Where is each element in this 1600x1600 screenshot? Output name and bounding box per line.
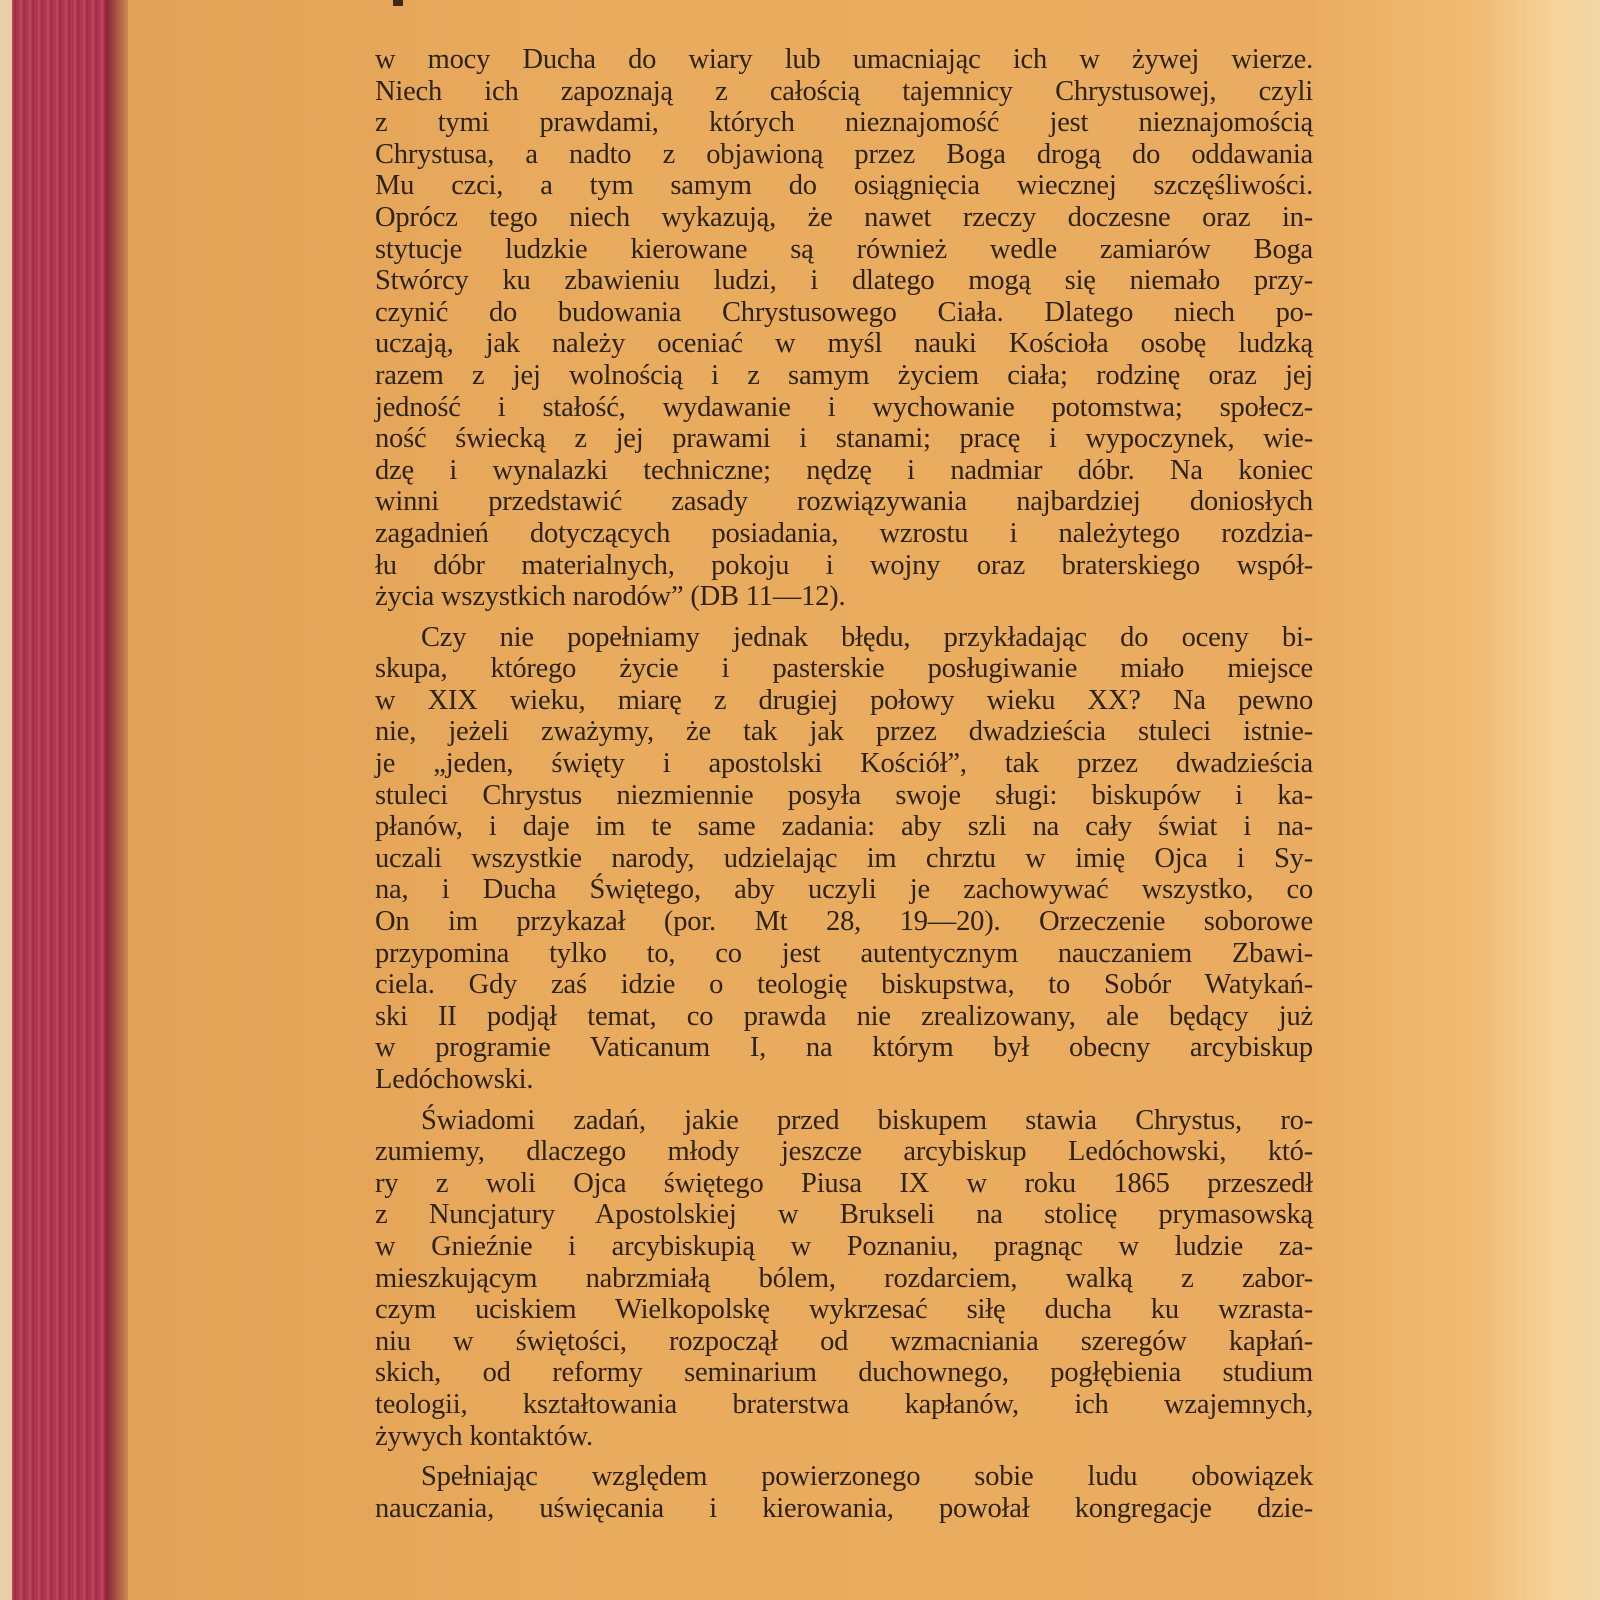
text-line: stytucje ludzkie kierowane są również wedle zamiarów Boga (375, 233, 1313, 265)
text-line: z Nuncjatury Apostolskiej w Brukseli na stolicę prymasowską (375, 1199, 1313, 1231)
text-line: stuleci Chrystus niezmiennie posyła swoje sługi: biskupów i ka- (375, 779, 1313, 811)
text-line: w mocy Ducha do wiary lub umacniając ich w żywej wierze. (375, 44, 1313, 75)
text-line: Ledóchowski. (375, 1064, 534, 1095)
text-line: Chrystusa, a nadto z objawioną przez Boga drogą do oddawania (375, 138, 1313, 170)
text-line: płanów, i daje im te same zadania: aby szli na cały świat i na- (375, 811, 1313, 843)
text-line: razem z jej wolnością i z samym życiem ciała; rodzinę oraz jej (375, 359, 1313, 391)
paragraph (375, 622, 1313, 1096)
text-line: ski II podjął temat, co prawda nie zrealizowany, ale będący już (375, 1000, 1313, 1032)
text-line: ry z woli Ojca świętego Piusa IX w roku 1865 przeszedł (375, 1167, 1313, 1199)
text-line: winni przedstawić zasady rozwiązywania najbardziej doniosłych (375, 486, 1313, 518)
text-line: czynić do budowania Chrystusowego Ciała. Dlatego niech po- (375, 296, 1313, 328)
text-line: uczają, jak należy oceniać w myśl nauki Kościoła osobę ludzką (375, 328, 1313, 360)
text-line: Spełniając względem powierzonego sobie ludu obowiązek (421, 1461, 1313, 1493)
text-line: Niech ich zapoznają z całością tajemnicy Chrystusowej, czyli (375, 75, 1313, 107)
text-line: przypomina tylko to, co jest autentycznym nauczaniem Zbawi- (375, 937, 1313, 969)
text-line: mieszkującym nabrzmiałą bólem, rozdarciem, walką z zabor- (375, 1262, 1313, 1294)
paragraph (375, 1461, 1313, 1524)
paragraph (375, 1105, 1313, 1453)
text-line: nauczania, uświęcania i kierowania, powołał kongregacje dzie- (375, 1492, 1313, 1524)
text-line: nie, jeżeli zważymy, że tak jak przez dwadzieścia stuleci istnie- (375, 716, 1313, 748)
text-line: Mu czci, a tym samym do osiągnięcia wiecznej szczęśliwości. (375, 170, 1313, 202)
text-line: uczali wszystkie narody, udzielając im chrztu w imię Ojca i Sy- (375, 842, 1313, 874)
text-line: dzę i wynalazki techniczne; nędzę i nadmiar dóbr. Na koniec (375, 454, 1313, 486)
text-line: On im przykazał (por. Mt 28, 19—20). Orzeczenie soborowe (375, 906, 1313, 938)
text-line: Czy nie popełniamy jednak błędu, przykładając do oceny bi- (421, 621, 1313, 653)
text-line: w programie Vaticanum I, na którym był obecny arcybiskup (375, 1032, 1313, 1064)
text-line: teologii, kształtowania braterstwa kapłanów, ich wzajemnych, (375, 1388, 1313, 1420)
text-line: skupa, którego życie i pasterskie posługiwanie miało miejsce (375, 653, 1313, 685)
text-line: czym uciskiem Wielkopolskę wykrzesać siłę ducha ku wzrasta- (375, 1294, 1313, 1326)
text-line: na, i Ducha Świętego, aby uczyli je zachowywać wszystko, co (375, 874, 1313, 906)
text-line: Stwórcy ku zbawieniu ludzi, i dlatego mogą się niemało przy- (375, 265, 1313, 297)
text-line: jedność i stałość, wydawanie i wychowanie potomstwa; społecz- (375, 391, 1313, 423)
text-line: z tymi prawdami, których nieznajomość jest nieznajomością (375, 107, 1313, 139)
text-line: ność świecką z jej prawami i stanami; pracę i wypoczynek, wie- (375, 423, 1313, 455)
text-line: w Gnieźnie i arcybiskupią w Poznaniu, pragnąc w ludzie za- (375, 1230, 1313, 1262)
page-mark (393, 0, 403, 6)
book-page-text (375, 44, 1313, 1533)
page-edge (0, 0, 12, 1600)
text-line: niu w świętości, rozpoczął od wzmacniania szeregów kapłań- (375, 1325, 1313, 1357)
text-line: Oprócz tego niech wykazują, że nawet rzeczy doczesne oraz in- (375, 201, 1313, 233)
text-line: ciela. Gdy zaś idzie o teologię biskupstwa, to Sobór Watykań- (375, 969, 1313, 1001)
text-line: życia wszystkich narodów” (DB 11—12). (375, 581, 846, 613)
text-line: żywych kontaktów. (375, 1420, 593, 1452)
text-line: w XIX wieku, miarę z drugiej połowy wieku XX? Na pewno (375, 684, 1313, 716)
text-line: skich, od reformy seminarium duchownego, pogłębienia studium (375, 1357, 1313, 1389)
text-line: zagadnień dotyczących posiadania, wzrostu i należytego rozdzia- (375, 517, 1313, 549)
text-line: zumiemy, dlaczego młody jeszcze arcybiskup Ledóchowski, któ- (375, 1136, 1313, 1168)
gutter-shadow (106, 0, 128, 1600)
text-line: je „jeden, święty i apostolski Kościół”, tak przez dwadzieścia (375, 748, 1313, 780)
text-line: Świadomi zadań, jakie przed biskupem stawia Chrystus, ro- (421, 1104, 1313, 1136)
text-line: łu dóbr materialnych, pokoju i wojny oraz braterskiego współ- (375, 549, 1313, 581)
paragraph (375, 44, 1313, 613)
